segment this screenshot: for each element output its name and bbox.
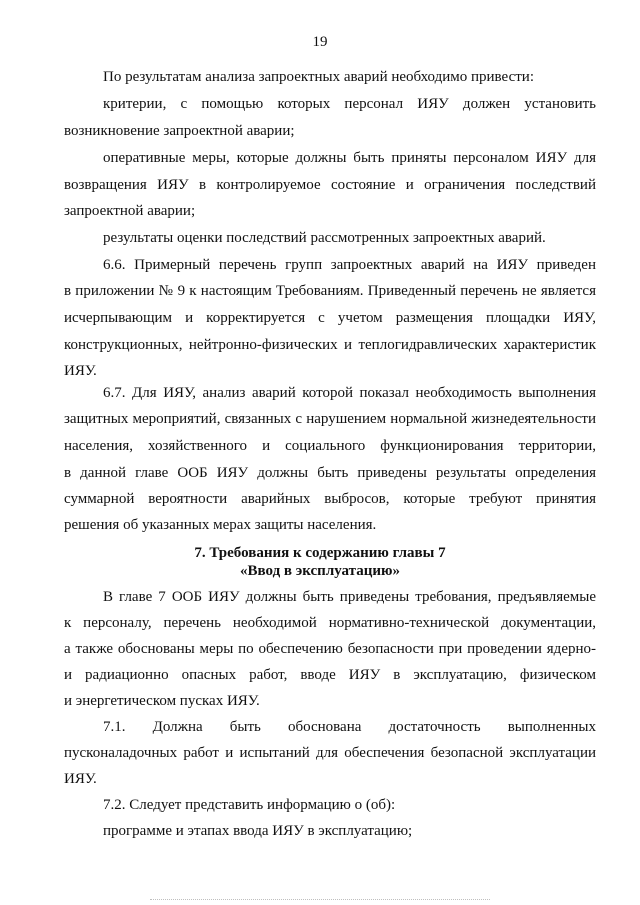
- text-line: результаты оценки последствий рассмотренных запроектных аварий.: [103, 230, 546, 246]
- text-line: оперативные меры, которые должны быть приняты персоналом ИЯУ для: [103, 150, 596, 166]
- section-heading-subtitle: «Ввод в эксплуатацию»: [240, 563, 400, 579]
- text-line: 6.6. Примерный перечень групп запроектных аварий на ИЯУ приведен: [103, 257, 596, 273]
- text-line: 7.1. Должна быть обоснована достаточность выполненных: [103, 719, 596, 735]
- text-line: а также обоснованы меры по обеспечению безопасности при проведении ядерно-: [64, 641, 596, 657]
- text-line: возвращения ИЯУ в контролируемое состояние и ограничения последствий: [64, 177, 596, 193]
- text-line: ИЯУ.: [64, 771, 97, 787]
- text-line: критерии, с помощью которых персонал ИЯУ должен установить: [103, 96, 596, 112]
- text-line: в приложении № 9 к настоящим Требованиям. Приведенный перечень не является: [64, 283, 596, 299]
- text-line: 6.7. Для ИЯУ, анализ аварий которой показал необходимость выполнения: [103, 385, 596, 401]
- text-line: и радиационно опасных работ, вводе ИЯУ в эксплуатацию, физическом: [64, 667, 596, 683]
- text-line: В главе 7 ООБ ИЯУ должны быть приведены требования, предъявляемые: [103, 589, 596, 605]
- text-line: конструкционных, нейтронно-физических и теплогидравлических характеристик: [64, 337, 596, 353]
- text-line: возникновение запроектной аварии;: [64, 123, 295, 139]
- text-line: к персоналу, перечень необходимой нормативно-технической документации,: [64, 615, 596, 631]
- page-number: 19: [312, 34, 328, 50]
- text-line: суммарной вероятности аварийных выбросов, которые требуют принятия: [64, 491, 596, 507]
- text-line: и энергетическом пусках ИЯУ.: [64, 693, 260, 709]
- text-line: населения, хозяйственного и социального функционирования территории,: [64, 438, 596, 454]
- scan-edge-divider: [150, 899, 490, 901]
- text-line: защитных мероприятий, связанных с нарушением нормальной жизнедеятельности: [64, 411, 596, 427]
- text-line: ИЯУ.: [64, 363, 97, 379]
- text-line: программе и этапах ввода ИЯУ в эксплуатацию;: [103, 823, 413, 839]
- text-line: в данной главе ООБ ИЯУ должны быть приведены результаты определения: [64, 465, 596, 481]
- text-line: 7.2. Следует представить информацию о (об):: [103, 797, 396, 813]
- text-line: По результатам анализа запроектных аварий необходимо привести:: [103, 69, 534, 85]
- section-heading: 7. Требования к содержанию главы 7: [194, 545, 446, 561]
- text-line: решения об указанных мерах защиты населения.: [64, 517, 377, 533]
- text-line: пусконаладочных работ и испытаний для обеспечения безопасной эксплуатации: [64, 745, 596, 761]
- text-line: запроектной аварии;: [64, 203, 196, 219]
- text-line: исчерпывающим и корректируется с учетом размещения площадки ИЯУ,: [64, 310, 596, 326]
